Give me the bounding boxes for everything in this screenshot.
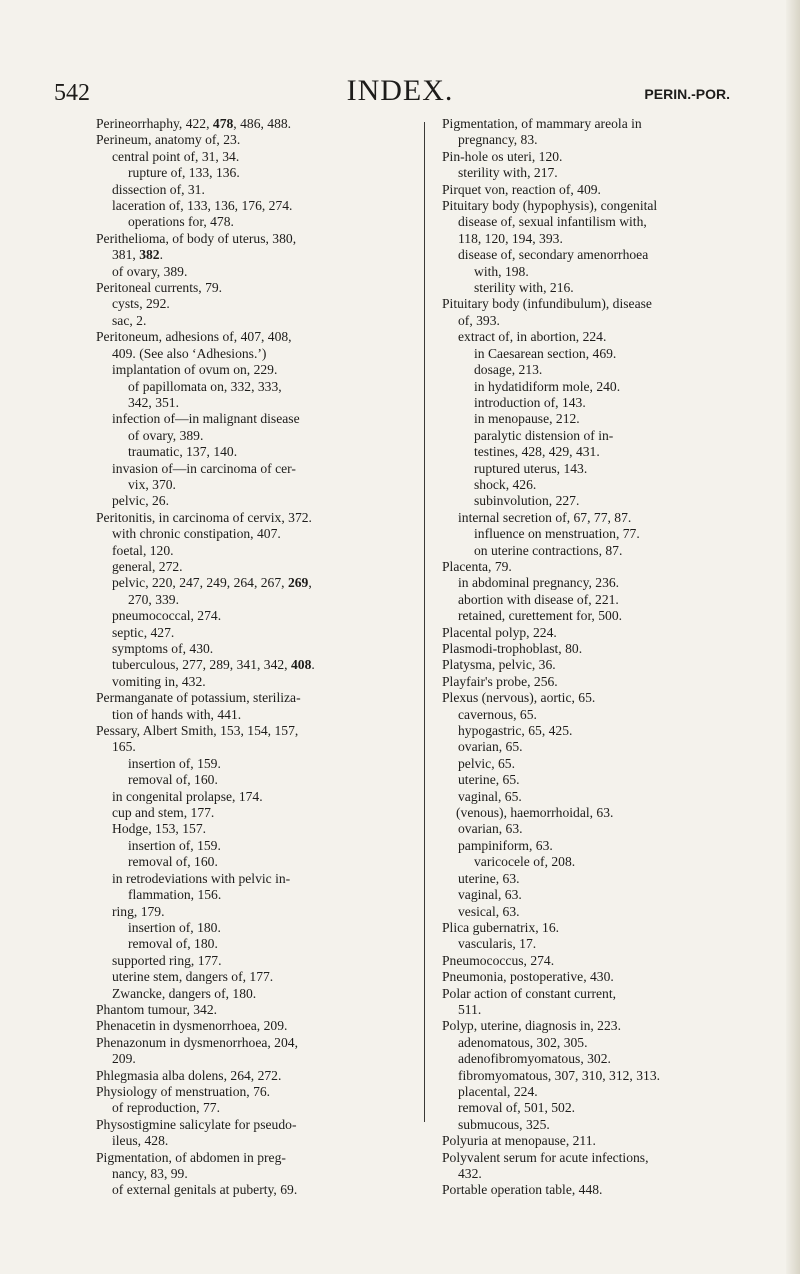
index-line xyxy=(112,969,414,985)
index-text: pregnancy, 83. xyxy=(458,132,538,148)
index-line xyxy=(128,592,414,608)
index-line xyxy=(112,821,414,837)
index-line xyxy=(112,1182,414,1198)
running-head: PERIN.-POR. xyxy=(644,86,730,102)
index-text: Playfair's probe, 256. xyxy=(442,673,558,689)
index-line xyxy=(96,132,414,148)
index-line xyxy=(458,838,774,854)
index-text: tion of hands with, 441. xyxy=(112,706,242,722)
index-text: of ovary, 389. xyxy=(128,427,204,443)
index-text: ring, 179. xyxy=(112,903,165,919)
index-text: Plasmodi-trophoblast, 80. xyxy=(442,641,583,656)
index-line xyxy=(112,1133,414,1149)
index-page-bold: 408 xyxy=(290,657,312,673)
index-text: ovarian, 63. xyxy=(458,821,523,837)
index-text: disease of, sexual infantilism with, xyxy=(458,214,647,230)
index-line xyxy=(442,1018,774,1034)
index-text: sterility with, 217. xyxy=(458,165,558,181)
index-line xyxy=(458,313,774,329)
index-line xyxy=(442,1150,774,1166)
index-text: ileus, 428. xyxy=(112,1133,169,1149)
index-line xyxy=(458,1166,774,1182)
index-line xyxy=(474,461,774,477)
index-line xyxy=(458,936,774,952)
index-text: sterility with, 216. xyxy=(474,280,574,296)
index-line xyxy=(442,1182,774,1198)
column-divider xyxy=(424,122,425,1122)
index-line xyxy=(128,428,414,444)
index-text: symptoms of, 430. xyxy=(112,641,214,656)
index-text: (venous), haemorrhoidal, 63. xyxy=(456,805,614,821)
index-text: with, 198. xyxy=(474,263,529,279)
index-text: in menopause, 212. xyxy=(474,411,580,427)
index-line xyxy=(96,690,414,706)
page-title: INDEX. xyxy=(346,74,454,107)
index-line xyxy=(458,214,774,230)
index-text: nancy, 83, 99. xyxy=(112,1166,188,1181)
index-text: central point of, 31, 34. xyxy=(112,148,240,164)
index-line xyxy=(96,116,414,132)
index-text-after: , 486, 488. xyxy=(233,116,292,131)
index-page-bold: 478 xyxy=(212,116,234,131)
index-text: septic, 427. xyxy=(112,624,175,640)
index-line xyxy=(112,362,414,378)
index-column-right xyxy=(442,116,774,1199)
index-line xyxy=(458,575,774,591)
index-line xyxy=(458,1100,774,1116)
index-line xyxy=(128,772,414,788)
index-text: shock, 426. xyxy=(474,476,537,492)
index-text: retained, curettement for, 500. xyxy=(458,608,623,624)
index-text: Phenacetin in dysmenorrhoea, 209. xyxy=(96,1018,288,1034)
index-text: Perithelioma, of body of uterus, 380, xyxy=(96,230,297,246)
index-line xyxy=(442,953,774,969)
index-text: Pituitary body (hypophysis), congenital xyxy=(442,198,658,214)
page-number: 542 xyxy=(54,80,90,106)
index-text: 432. xyxy=(458,1166,482,1181)
index-text: 409. (See also ‘Adhesions.’) xyxy=(112,345,267,361)
index-text: insertion of, 180. xyxy=(128,919,221,935)
index-line xyxy=(458,723,774,739)
index-text: Hodge, 153, 157. xyxy=(112,821,207,837)
index-line xyxy=(112,871,414,887)
index-text: 270, 339. xyxy=(128,591,179,607)
index-line xyxy=(442,690,774,706)
index-line xyxy=(128,214,414,230)
index-line xyxy=(474,411,774,427)
index-text: implantation of ovum on, 229. xyxy=(112,362,278,378)
index-line xyxy=(112,1100,414,1116)
index-line xyxy=(458,739,774,755)
index-text: 511. xyxy=(458,1001,482,1017)
index-text: removal of, 160. xyxy=(128,772,218,788)
index-line xyxy=(474,526,774,542)
index-line xyxy=(128,444,414,460)
index-page-bold: 382 xyxy=(139,247,160,263)
index-text: of, 393. xyxy=(458,312,500,328)
index-text: Phenazonum in dysmenorrhoea, 204, xyxy=(96,1034,298,1050)
index-line xyxy=(112,543,414,559)
index-text: subinvolution, 227. xyxy=(474,493,580,509)
index-text: adenofibromyomatous, 302. xyxy=(458,1051,611,1067)
index-line xyxy=(474,280,774,296)
index-text: pneumococcal, 274. xyxy=(112,608,222,624)
index-line xyxy=(474,379,774,395)
index-line xyxy=(112,739,414,755)
index-line xyxy=(458,1051,774,1067)
index-text: of ovary, 389. xyxy=(112,263,188,279)
index-line xyxy=(128,395,414,411)
index-line xyxy=(442,559,774,575)
index-line xyxy=(474,428,774,444)
index-text: Phantom tumour, 342. xyxy=(96,1001,218,1017)
index-line xyxy=(96,1150,414,1166)
index-text: tuberculous, 277, 289, 341, 342, xyxy=(112,657,291,673)
index-text: varicocele of, 208. xyxy=(474,854,576,870)
index-text: Perineorrhaphy, 422, xyxy=(96,116,213,131)
index-text: general, 272. xyxy=(112,558,183,574)
index-line xyxy=(112,674,414,690)
index-line xyxy=(112,953,414,969)
index-line xyxy=(442,674,774,690)
index-line xyxy=(96,723,414,739)
index-line xyxy=(96,280,414,296)
index-line xyxy=(442,198,774,214)
index-text: placental, 224. xyxy=(458,1083,538,1099)
index-text: Pituitary body (infundibulum), disease xyxy=(442,296,652,312)
index-line xyxy=(458,887,774,903)
index-line xyxy=(442,920,774,936)
index-text: cavernous, 65. xyxy=(458,706,537,722)
index-line xyxy=(442,296,774,312)
index-line xyxy=(112,789,414,805)
index-text: vaginal, 63. xyxy=(458,887,522,903)
index-line xyxy=(458,1035,774,1051)
index-line xyxy=(442,1133,774,1149)
index-text: ruptured uterus, 143. xyxy=(474,460,588,476)
index-text: flammation, 156. xyxy=(128,887,222,903)
index-text: uterine, 65. xyxy=(458,772,520,788)
index-line xyxy=(96,231,414,247)
index-text: adenomatous, 302, 305. xyxy=(458,1034,588,1050)
index-text: testines, 428, 429, 431. xyxy=(474,444,600,460)
index-line xyxy=(458,1117,774,1133)
index-text: vaginal, 65. xyxy=(458,788,522,804)
index-text: pelvic, 220, 247, 249, 264, 267, xyxy=(112,575,288,591)
index-line xyxy=(112,575,414,591)
index-line xyxy=(112,986,414,1002)
index-text-after: . xyxy=(311,657,315,673)
index-line xyxy=(96,1018,414,1034)
index-line xyxy=(112,346,414,362)
index-line xyxy=(128,920,414,936)
index-line xyxy=(96,329,414,345)
index-text: Perineum, anatomy of, 23. xyxy=(96,132,241,148)
index-line xyxy=(96,1002,414,1018)
index-line xyxy=(112,493,414,509)
index-line xyxy=(112,559,414,575)
index-text: uterine stem, dangers of, 177. xyxy=(112,969,274,985)
index-text: Pirquet von, reaction of, 409. xyxy=(442,181,601,197)
index-text: Physostigmine salicylate for pseudo- xyxy=(96,1116,297,1132)
index-text-after: . xyxy=(159,247,163,263)
index-line xyxy=(112,1166,414,1182)
index-line xyxy=(458,772,774,788)
index-text: 165. xyxy=(112,739,136,755)
index-text: vomiting in, 432. xyxy=(112,673,206,689)
index-line xyxy=(458,1084,774,1100)
index-text: of papillomata on, 332, 333, xyxy=(128,378,282,394)
index-line xyxy=(96,1084,414,1100)
index-text: Phlegmasia alba dolens, 264, 272. xyxy=(96,1067,282,1083)
index-line xyxy=(112,461,414,477)
index-text: Plica gubernatrix, 16. xyxy=(442,919,560,935)
index-line xyxy=(474,346,774,362)
index-line xyxy=(112,805,414,821)
index-text: Pin-hole os uteri, 120. xyxy=(442,148,563,164)
index-line xyxy=(458,756,774,772)
index-text: Peritonitis, in carcinoma of cervix, 372. xyxy=(96,509,312,525)
index-line xyxy=(474,444,774,460)
index-text: Plexus (nervous), aortic, 65. xyxy=(442,690,596,706)
index-text: foetal, 120. xyxy=(112,542,174,558)
index-text: Polyp, uterine, diagnosis in, 223. xyxy=(442,1018,621,1034)
index-line xyxy=(474,493,774,509)
index-text: submucous, 325. xyxy=(458,1116,550,1132)
index-line xyxy=(112,296,414,312)
index-text: of external genitals at puberty, 69. xyxy=(112,1182,298,1198)
index-text: operations for, 478. xyxy=(128,214,234,230)
index-line xyxy=(442,149,774,165)
index-text: Placental polyp, 224. xyxy=(442,624,557,640)
index-text: in Caesarean section, 469. xyxy=(474,345,617,361)
index-line xyxy=(456,805,774,821)
index-text: hypogastric, 65, 425. xyxy=(458,723,573,739)
index-text: fibromyomatous, 307, 310, 312, 313. xyxy=(458,1067,661,1083)
index-line xyxy=(458,247,774,263)
index-text: 118, 120, 194, 393. xyxy=(458,230,563,246)
index-text: insertion of, 159. xyxy=(128,755,221,771)
index-line xyxy=(458,789,774,805)
index-line xyxy=(442,116,774,132)
index-text: Physiology of menstruation, 76. xyxy=(96,1083,271,1099)
index-line xyxy=(112,641,414,657)
index-text: Platysma, pelvic, 36. xyxy=(442,657,556,673)
index-text: insertion of, 159. xyxy=(128,837,221,853)
index-text: Peritoneum, adhesions of, 407, 408, xyxy=(96,329,292,345)
index-line xyxy=(112,1051,414,1067)
index-line xyxy=(458,132,774,148)
index-text: introduction of, 143. xyxy=(474,394,586,410)
index-text: dosage, 213. xyxy=(474,362,543,378)
index-text: Pneumococcus, 274. xyxy=(442,952,555,968)
index-line xyxy=(458,1002,774,1018)
index-text: traumatic, 137, 140. xyxy=(128,444,238,460)
index-line xyxy=(112,904,414,920)
index-line xyxy=(474,477,774,493)
index-text: Zwancke, dangers of, 180. xyxy=(112,985,257,1001)
index-text: 209. xyxy=(112,1051,136,1067)
index-line xyxy=(112,264,414,280)
index-line xyxy=(474,854,774,870)
index-line xyxy=(112,411,414,427)
index-line xyxy=(442,641,774,657)
index-line xyxy=(112,608,414,624)
index-text: paralytic distension of in- xyxy=(474,427,614,443)
index-text: abortion with disease of, 221. xyxy=(458,591,619,607)
index-text: with chronic constipation, 407. xyxy=(112,526,281,542)
index-text: in hydatidiform mole, 240. xyxy=(474,378,621,394)
index-line xyxy=(112,149,414,165)
index-line xyxy=(128,838,414,854)
index-line xyxy=(128,165,414,181)
index-text: extract of, in abortion, 224. xyxy=(458,329,607,345)
index-line xyxy=(474,264,774,280)
index-line xyxy=(458,1068,774,1084)
index-text-after: , xyxy=(308,575,312,591)
index-text: on uterine contractions, 87. xyxy=(474,542,623,558)
index-line xyxy=(96,510,414,526)
index-text: pelvic, 26. xyxy=(112,493,170,509)
index-text: rupture of, 133, 136. xyxy=(128,165,240,181)
index-text: vesical, 63. xyxy=(458,903,520,919)
index-line xyxy=(458,707,774,723)
index-line xyxy=(458,871,774,887)
index-text: invasion of—in carcinoma of cer- xyxy=(112,460,296,476)
index-text: laceration of, 133, 136, 176, 274. xyxy=(112,198,293,214)
index-column-left xyxy=(96,116,414,1199)
index-line xyxy=(474,395,774,411)
index-text: Polyvalent serum for acute infections, xyxy=(442,1149,649,1165)
index-text: sac, 2. xyxy=(112,312,147,328)
index-text: disease of, secondary amenorrhoea xyxy=(458,247,649,263)
index-text: in abdominal pregnancy, 236. xyxy=(458,575,620,591)
index-text: uterine, 63. xyxy=(458,870,520,886)
index-line xyxy=(474,362,774,378)
index-text: Permanganate of potassium, steriliza- xyxy=(96,690,301,706)
index-text: in congenital prolapse, 174. xyxy=(112,788,263,804)
index-line xyxy=(112,247,414,263)
index-line xyxy=(128,477,414,493)
index-text: of reproduction, 77. xyxy=(112,1100,220,1116)
index-text: Pneumonia, postoperative, 430. xyxy=(442,969,614,985)
index-line xyxy=(458,165,774,181)
index-line xyxy=(458,592,774,608)
index-text: cysts, 292. xyxy=(112,296,170,312)
index-line xyxy=(128,936,414,952)
index-text: Polar action of constant current, xyxy=(442,985,617,1001)
index-line xyxy=(458,904,774,920)
index-line xyxy=(112,625,414,641)
index-line xyxy=(96,1068,414,1084)
index-text: vix, 370. xyxy=(128,476,176,492)
index-line xyxy=(128,887,414,903)
index-line xyxy=(112,182,414,198)
index-text: 342, 351. xyxy=(128,394,179,410)
index-text: 381, xyxy=(112,247,140,263)
index-text: Polyuria at menopause, 211. xyxy=(442,1133,596,1149)
index-line xyxy=(112,526,414,542)
index-text: cup and stem, 177. xyxy=(112,805,215,821)
index-text: Portable operation table, 448. xyxy=(442,1182,603,1198)
index-text: pampiniform, 63. xyxy=(458,837,553,853)
index-text: Pessary, Albert Smith, 153, 154, 157, xyxy=(96,723,299,739)
index-line xyxy=(442,182,774,198)
index-line xyxy=(458,510,774,526)
index-text: supported ring, 177. xyxy=(112,952,222,968)
index-text: dissection of, 31. xyxy=(112,181,205,197)
index-text: pelvic, 65. xyxy=(458,755,516,771)
index-text: Placenta, 79. xyxy=(442,558,512,574)
index-line xyxy=(442,986,774,1002)
index-text: infection of—in malignant disease xyxy=(112,411,300,427)
index-line xyxy=(112,657,414,673)
index-line xyxy=(112,313,414,329)
index-line xyxy=(128,756,414,772)
index-line xyxy=(458,821,774,837)
index-text: internal secretion of, 67, 77, 87. xyxy=(458,509,632,525)
index-line xyxy=(128,379,414,395)
index-text: vascularis, 17. xyxy=(458,936,537,952)
page-edge-shadow xyxy=(786,0,800,1274)
index-line xyxy=(112,198,414,214)
index-page-bold: 269 xyxy=(287,575,309,591)
index-line xyxy=(442,657,774,673)
index-line xyxy=(474,543,774,559)
index-line xyxy=(458,231,774,247)
index-text: Peritoneal currents, 79. xyxy=(96,280,223,296)
index-text: ovarian, 65. xyxy=(458,739,523,755)
index-text: Pigmentation, of mammary areola in xyxy=(442,116,642,131)
index-line xyxy=(458,329,774,345)
index-text: influence on menstruation, 77. xyxy=(474,526,640,542)
index-text: removal of, 160. xyxy=(128,854,218,870)
index-text: Pigmentation, of abdomen in preg- xyxy=(96,1149,286,1165)
index-line xyxy=(442,969,774,985)
index-line xyxy=(96,1035,414,1051)
index-text: removal of, 501, 502. xyxy=(458,1100,576,1116)
index-text: removal of, 180. xyxy=(128,936,218,952)
index-text: in retrodeviations with pelvic in- xyxy=(112,870,291,886)
index-line xyxy=(458,608,774,624)
index-line xyxy=(442,625,774,641)
index-line xyxy=(112,707,414,723)
index-line xyxy=(96,1117,414,1133)
index-line xyxy=(128,854,414,870)
